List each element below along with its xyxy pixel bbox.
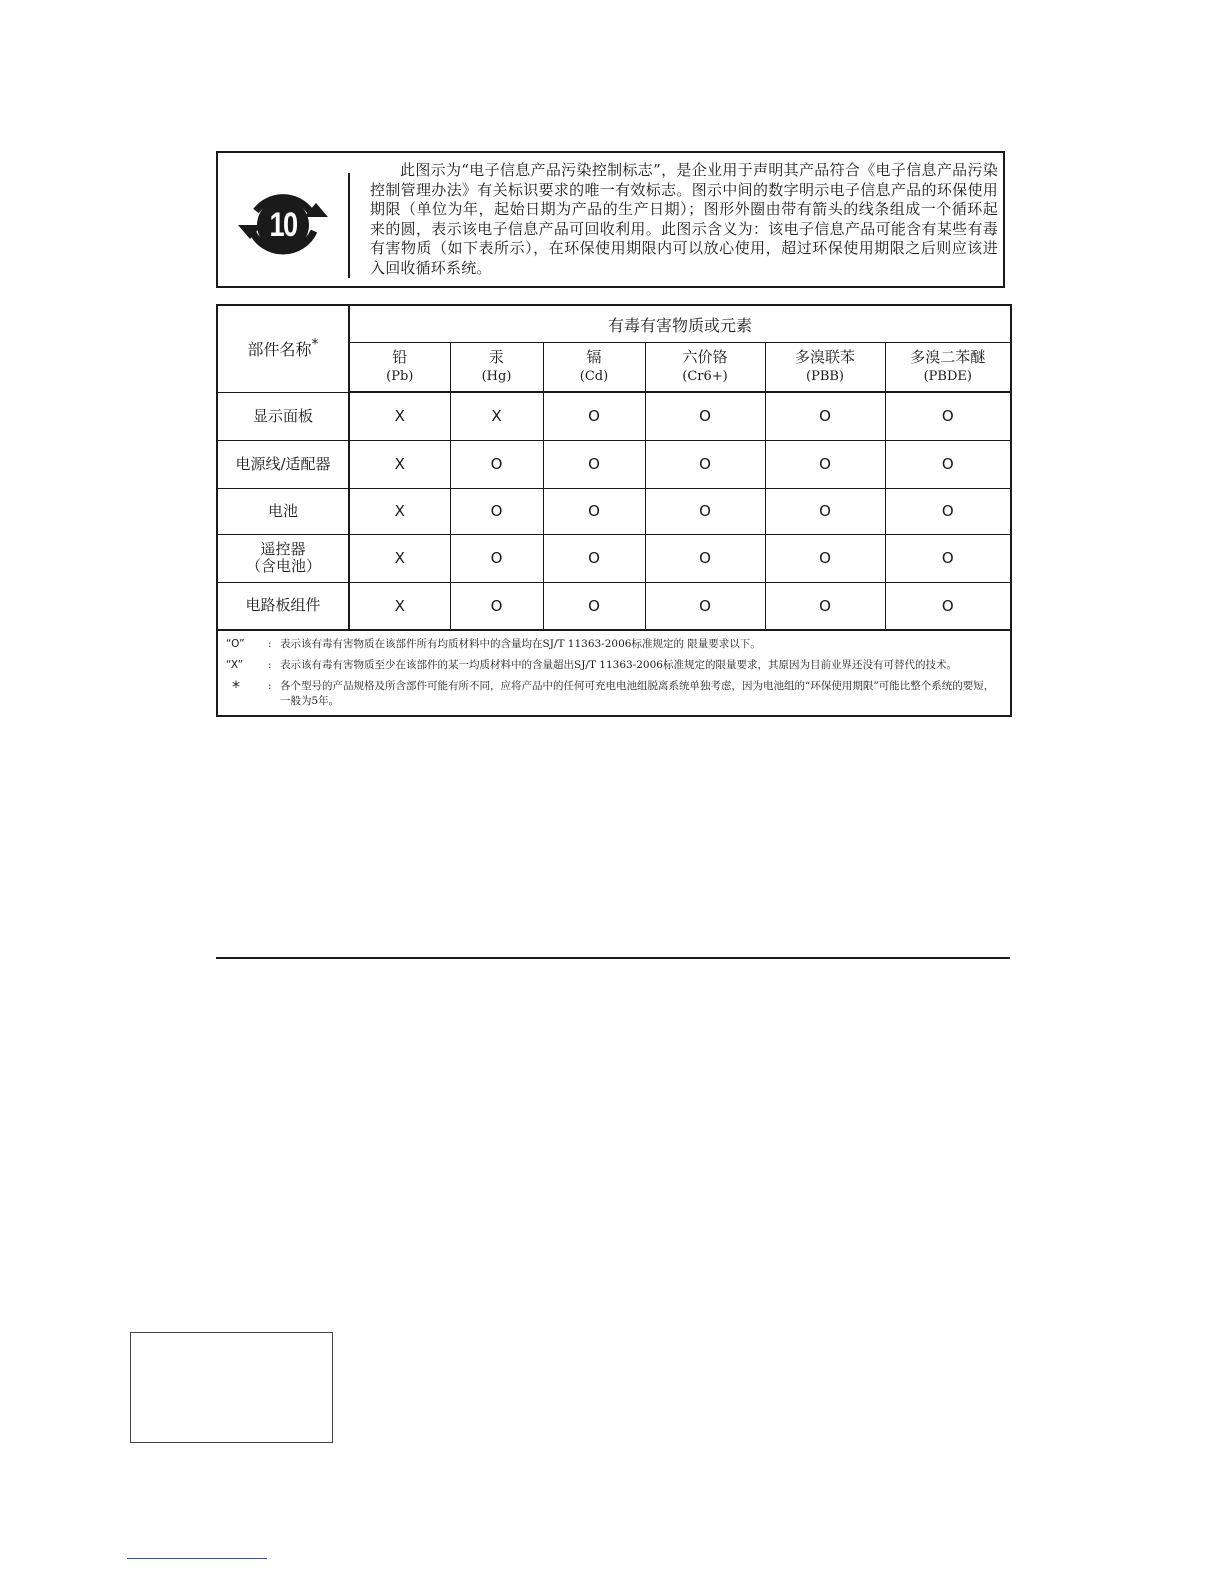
substance-name: 铅 [392, 348, 408, 366]
substance-header-chromium [645, 343, 765, 393]
substance-header-lead [349, 343, 450, 393]
mark-cell: O [543, 534, 645, 582]
notice-text: 此图示为“电子信息产品污染控制标志”，是企业用于声明其产品符合《电子信息产品污染控制管理办法》有关标识要求的唯一有效标志。图示中间的数字明示电子信息产品的环保使用期限（单位为年，起始日期为产品的生产日期）；图形外圈由带有箭头的线条组成一个循环起来的圆，表示该电子信息产品可回收利用。此图示含义为：该电子信息产品可能含有某些有毒有害物质（如下表所示），在环保使用期限内可以放心使用，超过环保使用期限之后则应该进入回收循环系统。 [370, 161, 998, 277]
note-item [226, 637, 1002, 652]
substance-symbol: (Cd) [579, 369, 609, 384]
mark-cell: X [349, 582, 450, 630]
mark-cell: O [645, 392, 765, 440]
notes-row [217, 630, 1011, 716]
mark-cell: O [450, 534, 543, 582]
mark-cell: X [349, 488, 450, 534]
note-symbol: “X” [226, 659, 244, 671]
note-text: 表示该有毒有害物质至少在该部件的某一均质材料中的含量超出SJ/T 11363-2006标准规定的限量要求，其原因为目前业界还没有可替代的技术。 [280, 659, 957, 671]
mark-cell: O [450, 488, 543, 534]
substance-header-mercury [450, 343, 543, 393]
part-name-cell: 电池 [217, 488, 349, 534]
table-header-row-1 [217, 305, 1011, 343]
mark-cell: O [765, 534, 885, 582]
mark-cell: O [645, 582, 765, 630]
mark-cell: O [543, 440, 645, 488]
part-name-star: * [311, 336, 319, 353]
mark-cell: O [450, 440, 543, 488]
mark-cell: X [349, 440, 450, 488]
table-row [217, 534, 1011, 582]
part-name-header [217, 305, 349, 392]
mark-cell: O [885, 534, 1011, 582]
mark-cell: O [543, 488, 645, 534]
note-item [226, 679, 1002, 709]
epup-10-year-logo [234, 181, 332, 271]
mark-cell: O [885, 440, 1011, 488]
note-symbol: “O” [226, 638, 245, 650]
substance-header-pbb [765, 343, 885, 393]
table-row [217, 392, 1011, 440]
substance-group-header: 有毒有害物质或元素 [349, 305, 1011, 343]
part-name-cell: 电源线/适配器 [217, 440, 349, 488]
mark-cell: O [885, 488, 1011, 534]
mark-cell: X [349, 392, 450, 440]
part-name-cell: 遥控器（含电池） [217, 534, 349, 582]
horizontal-rule [216, 957, 1010, 959]
note-symbol: * [232, 677, 240, 696]
substance-header-cadmium [543, 343, 645, 393]
notes-cell [217, 630, 1011, 716]
table-row [217, 582, 1011, 630]
mark-cell: O [765, 392, 885, 440]
note-text: 各个型号的产品规格及所含部件可能有所不同，应将产品中的任何可充电电池组脱离系统单独考虑，因为电池组的“环保使用期限”可能比整个系统的要短，一般为5年。 [280, 680, 995, 707]
mark-cell: O [885, 582, 1011, 630]
mark-cell: O [645, 534, 765, 582]
note-text: 表示该有毒有害物质在该部件所有均质材料中的含量均在SJ/T 11363-2006标准规定的 限量要求以下。 [280, 638, 761, 650]
substance-name: 多溴联苯 [794, 348, 855, 366]
note-colon: : [268, 638, 272, 650]
substance-name: 镉 [586, 348, 602, 366]
mark-cell: O [885, 392, 1011, 440]
mark-cell: O [645, 440, 765, 488]
mark-cell: O [543, 582, 645, 630]
notice-divider [348, 173, 350, 278]
part-name-cell: 显示面板 [217, 392, 349, 440]
mark-cell: O [450, 582, 543, 630]
period-number: 10 [269, 206, 297, 244]
mark-cell: X [349, 534, 450, 582]
substance-header-pbde [885, 343, 1011, 393]
table-row [217, 440, 1011, 488]
substance-symbol: (Pb) [386, 369, 414, 384]
hazardous-substance-table [216, 304, 1012, 717]
part-name-header-label: 部件名称 [247, 340, 312, 360]
note-colon: : [268, 680, 272, 692]
substance-name: 多溴二苯醚 [910, 348, 986, 366]
note-colon: : [268, 659, 272, 671]
substance-symbol: (PBB) [806, 369, 844, 384]
substance-name: 汞 [488, 348, 504, 366]
mark-cell: O [765, 488, 885, 534]
note-item [226, 658, 1002, 673]
substance-symbol: (Cr6+) [682, 369, 728, 384]
substance-symbol: (Hg) [481, 369, 512, 384]
substance-name: 六价铬 [682, 348, 728, 366]
mark-cell: O [645, 488, 765, 534]
mark-cell: X [450, 392, 543, 440]
substance-symbol: (PBDE) [923, 369, 972, 384]
mark-cell: O [765, 440, 885, 488]
empty-frame [130, 1332, 333, 1443]
mark-cell: O [765, 582, 885, 630]
epup-notice-box [216, 151, 1005, 288]
mark-cell: O [543, 392, 645, 440]
part-name-cell: 电路板组件 [217, 582, 349, 630]
link-underline [127, 1558, 267, 1559]
table-row [217, 488, 1011, 534]
